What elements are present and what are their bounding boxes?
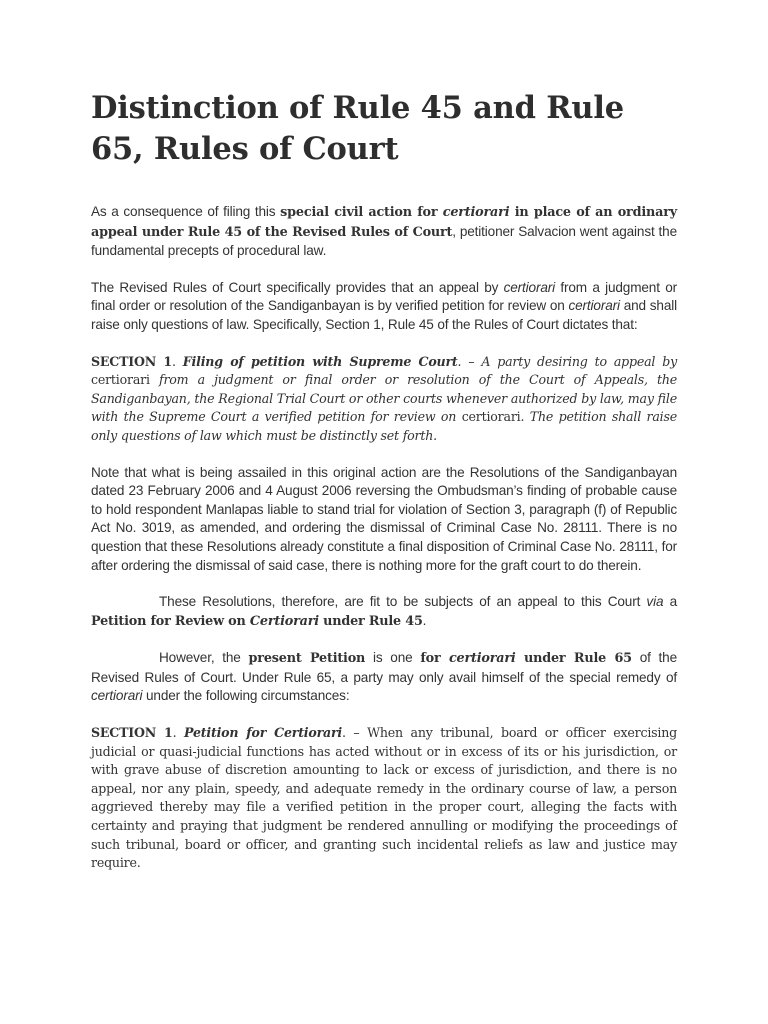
paragraph-5-text-mid-2: of the Revised Rules of Court. Under Rule 65, a party may only avail himself of the special remedy of (91, 650, 677, 685)
section-dot-2: . (172, 725, 185, 741)
section-label: SECTION 1 (91, 353, 172, 369)
paragraph-5-italic: certiorari (91, 688, 143, 704)
paragraph-3: Note that what is being assailed in this original action are the Resolutions of the Sandiganbayan dated 23 February 2006 and 4 August 2006 reversing the Ombudsman’s finding of probable cause to hold respondent Manlapas liable to stand trial for violation of Section 3, paragraph (f) of Republic Act No. 3019, as amended, and ordering the dismissal of Criminal Case No. 28111. There is no question that these Resolutions already constitute a final disposition of Criminal Case No. 28111, for after ordering the dismissal of said case, there is nothing more for the graft court to do therein. (91, 464, 677, 573)
paragraph-1-bold-italic: certiorari (442, 205, 510, 220)
section-dot: . (172, 353, 183, 369)
paragraph-5-text: However, the (159, 650, 249, 666)
paragraph-1-bold: special civil action for (280, 205, 443, 220)
document-page (91, 88, 677, 891)
paragraph-1-text: As a consequence of filing this (91, 204, 281, 219)
paragraph-5-bold-3: under Rule 65 (515, 651, 632, 667)
paragraph-5-bold: present Petition (248, 651, 366, 667)
section-label-2: SECTION 1 (91, 725, 173, 741)
paragraph-4-italic: via (646, 594, 664, 610)
paragraph-1-text-end: , petitioner Salvacion went against the fundamental precepts of procedural law. (91, 223, 677, 259)
paragraph-2-text-mid: from a judgment or final order or resolution of the Sandiganbayan is by verified petition for review on (91, 279, 677, 314)
rule-65-quote (91, 724, 677, 873)
paragraph-2-italic: certiorari (503, 279, 555, 295)
section-heading-2: Petition for Certiorari (184, 725, 343, 741)
paragraph-2-italic-2: certiorari (568, 298, 620, 314)
quote-text: . – A party desiring to appeal by (457, 353, 678, 369)
paragraph-4-bold-end: under Rule 45 (318, 613, 423, 629)
quote-text-mid: from a judgment or final order or resolution of the Court of Appeals, the Sandiganbayan, the Regional Trial Court or other courts whenever authorized by law, may file with the Supreme Court a verified petition for review on (91, 372, 677, 425)
paragraph-4-period: . (422, 612, 427, 628)
section-heading: Filing of petition with Supreme Court (182, 353, 458, 369)
quote-text-end: . The petition shall raise only questions of law which must be distinctly set forth. (91, 409, 677, 443)
paragraph-4 (91, 593, 677, 631)
paragraph-2-text-end: and shall raise only questions of law. Specifically, Section 1, Rule 45 of the Rules of Court dictates that: (91, 298, 677, 332)
paragraph-4-bold: Petition for Review on (91, 613, 250, 629)
paragraph-4-text: These Resolutions, therefore, are fit to be subjects of an appeal to this Court (159, 594, 647, 610)
paragraph-5-text-end: under the following circumstances: (142, 688, 350, 704)
paragraph-5-bold-italic: certiorari (448, 651, 516, 667)
rule-45-quote (91, 353, 677, 446)
paragraph-2 (91, 279, 677, 335)
quote-roman-term: certiorari (91, 372, 150, 388)
document-title: Distinction of Rule 45 and Rule 65, Rules of Court (91, 90, 624, 167)
paragraph-1-bold-rule45: in place of an ordinary appeal under Rule 45 of the Revised Rules of Court (91, 205, 677, 240)
paragraph-4-bold-italic: Certiorari (249, 613, 319, 629)
paragraph-5-text-mid: is one (365, 650, 421, 666)
quote-2-text: . – When any tribunal, board or officer exercising judicial or quasi-judicial functions has acted without or in excess of its or his jurisdiction, or with grave abuse of discretion amounting to lack or excess of jurisdiction, and there is no appeal, nor any plain, speedy, and adequate remedy in the ordinary course of law, a person aggrieved thereby may file a verified petition in the proper court, alleging the facts with certainty and praying that judgment be rendered annulling or modifying the proceedings of such tribunal, board or officer, and granting such incidental reliefs as law and justice may require. (91, 725, 678, 871)
paragraph-1 (91, 203, 677, 261)
paragraph-2-text: The Revised Rules of Court specifically provides that an appeal by (91, 279, 504, 295)
paragraph-5-bold-2: for (420, 651, 449, 667)
paragraph-5 (91, 649, 677, 706)
paragraph-4-text-mid: a (663, 594, 677, 610)
quote-roman-term-2: certiorari (461, 409, 521, 425)
